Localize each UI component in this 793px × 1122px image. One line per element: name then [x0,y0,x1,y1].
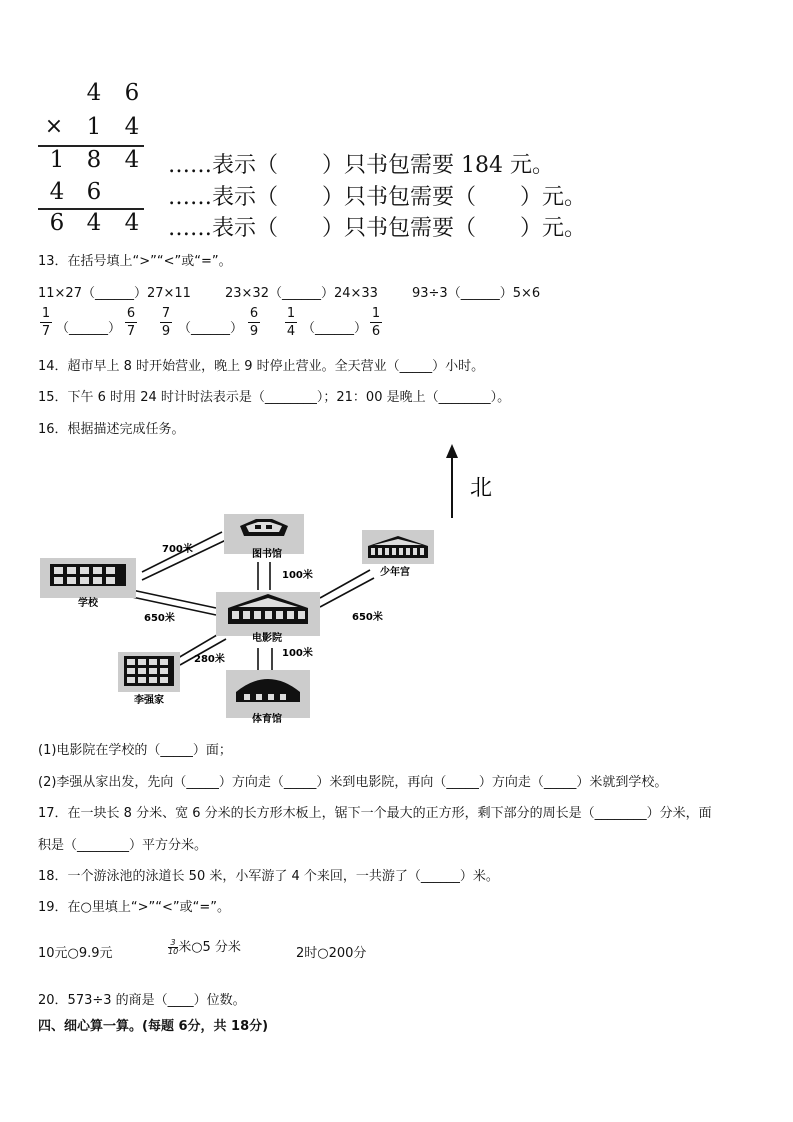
mult-digit: 6 [86,179,102,205]
q15: 15．下午 6 时用 24 时计时法表示是（________）；21：00 是晚上（________）。 [38,390,511,405]
fraction: $\frac{3}{10}$ [168,938,179,956]
mult-digit: 1 [49,147,65,173]
gym-building [226,670,310,718]
q19-title: 19．在○里填上“>”“<”或“=”。 [38,900,230,915]
youth-palace-label: 少年宫 [380,567,410,578]
q16-title: 16．根据描述完成任务。 [38,422,185,437]
li-home-building [118,652,180,692]
q14: 14．超市早上 8 时开始营业，晚上 9 时停止营业。全天营业（_____）小时。 [38,359,485,374]
section-heading: 四、细心算一算。(每题 6分，共 18分) [38,1019,269,1034]
mult-digit: 6 [49,210,65,236]
mult-digit: 4 [124,210,140,236]
distance-label: 700米 [162,544,193,555]
q19-item: $\frac{3}{10}$米○5 分米 [168,938,241,956]
mult-explain-2: ……表示（ ）只书包需要（ ）元。 [168,185,587,210]
library-building [224,514,304,554]
library-label: 图书馆 [252,549,282,560]
q16-sub1: (1)电影院在学校的（_____）面； [38,743,232,758]
gym-label: 体育馆 [252,714,282,725]
q18: 18．一个游泳池的泳道长 50 米，小军游了 4 个来回，一共游了（______）米。 [38,869,499,884]
map-diagram [0,440,793,730]
mult-digit: 1 [86,114,102,140]
distance-label: 650米 [352,612,383,623]
blank: （______） [178,321,244,336]
q13-title: 13．在括号填上“>”“<”或“=”。 [38,254,232,269]
blank: （______） [56,321,122,336]
fraction: 1 6 [371,306,381,339]
fraction: 6 9 [249,306,259,339]
school-label: 学校 [78,598,98,609]
cinema-building [216,592,320,636]
q20: 20．573÷3 的商是（____）位数。 [38,993,246,1008]
q13-item: 11×27（______）27×11 [38,286,191,301]
blank: （______） [302,321,368,336]
q13-item: 93÷3（______）5×6 [412,286,541,301]
distance-label: 280米 [194,654,225,665]
fraction: 6 7 [126,306,136,339]
mult-digit: 4 [86,210,102,236]
q17-line2: 积是（________）平方分米。 [38,838,208,853]
mult-explain-3: ……表示（ ）只书包需要（ ）元。 [168,216,587,241]
mult-digit: 6 [124,80,140,106]
youth-palace-building [362,530,434,564]
q17-line1: 17．在一块长 8 分米、宽 6 分米的长方形木板上，锯下一个最大的正方形，剩下部分的周长是（________）分米，面 [38,806,712,821]
mult-digit: 4 [49,179,65,205]
q19-item: 10元○9.9元 [38,946,113,961]
mult-digit: 4 [86,80,102,106]
north-arrow-head [446,444,458,458]
q16-sub2: (2)李强从家出发，先向（_____）方向走（_____）米到电影院，再向（_____）方向走（_____）米就到学校。 [38,775,668,790]
cinema-label: 电影院 [252,633,282,644]
mult-explain-1: ……表示（ ）只书包需要 184 元。 [168,153,554,178]
distance-label: 650米 [144,613,175,624]
q19-item: 2时○200分 [296,946,367,961]
fraction: 1 4 [286,306,296,339]
fraction: 1 7 [41,306,51,339]
school-building [40,558,136,598]
mult-digit: 8 [86,147,102,173]
li-home-label: 李强家 [134,695,164,706]
distance-label: 100米 [282,570,313,581]
mult-digit: 4 [124,147,140,173]
q13-item: 23×32（______）24×33 [225,286,378,301]
north-label: 北 [470,476,493,501]
mult-digit: 4 [124,114,140,140]
distance-label: 100米 [282,648,313,659]
fraction: 7 9 [161,306,171,339]
multiply-sign: × [44,114,64,139]
